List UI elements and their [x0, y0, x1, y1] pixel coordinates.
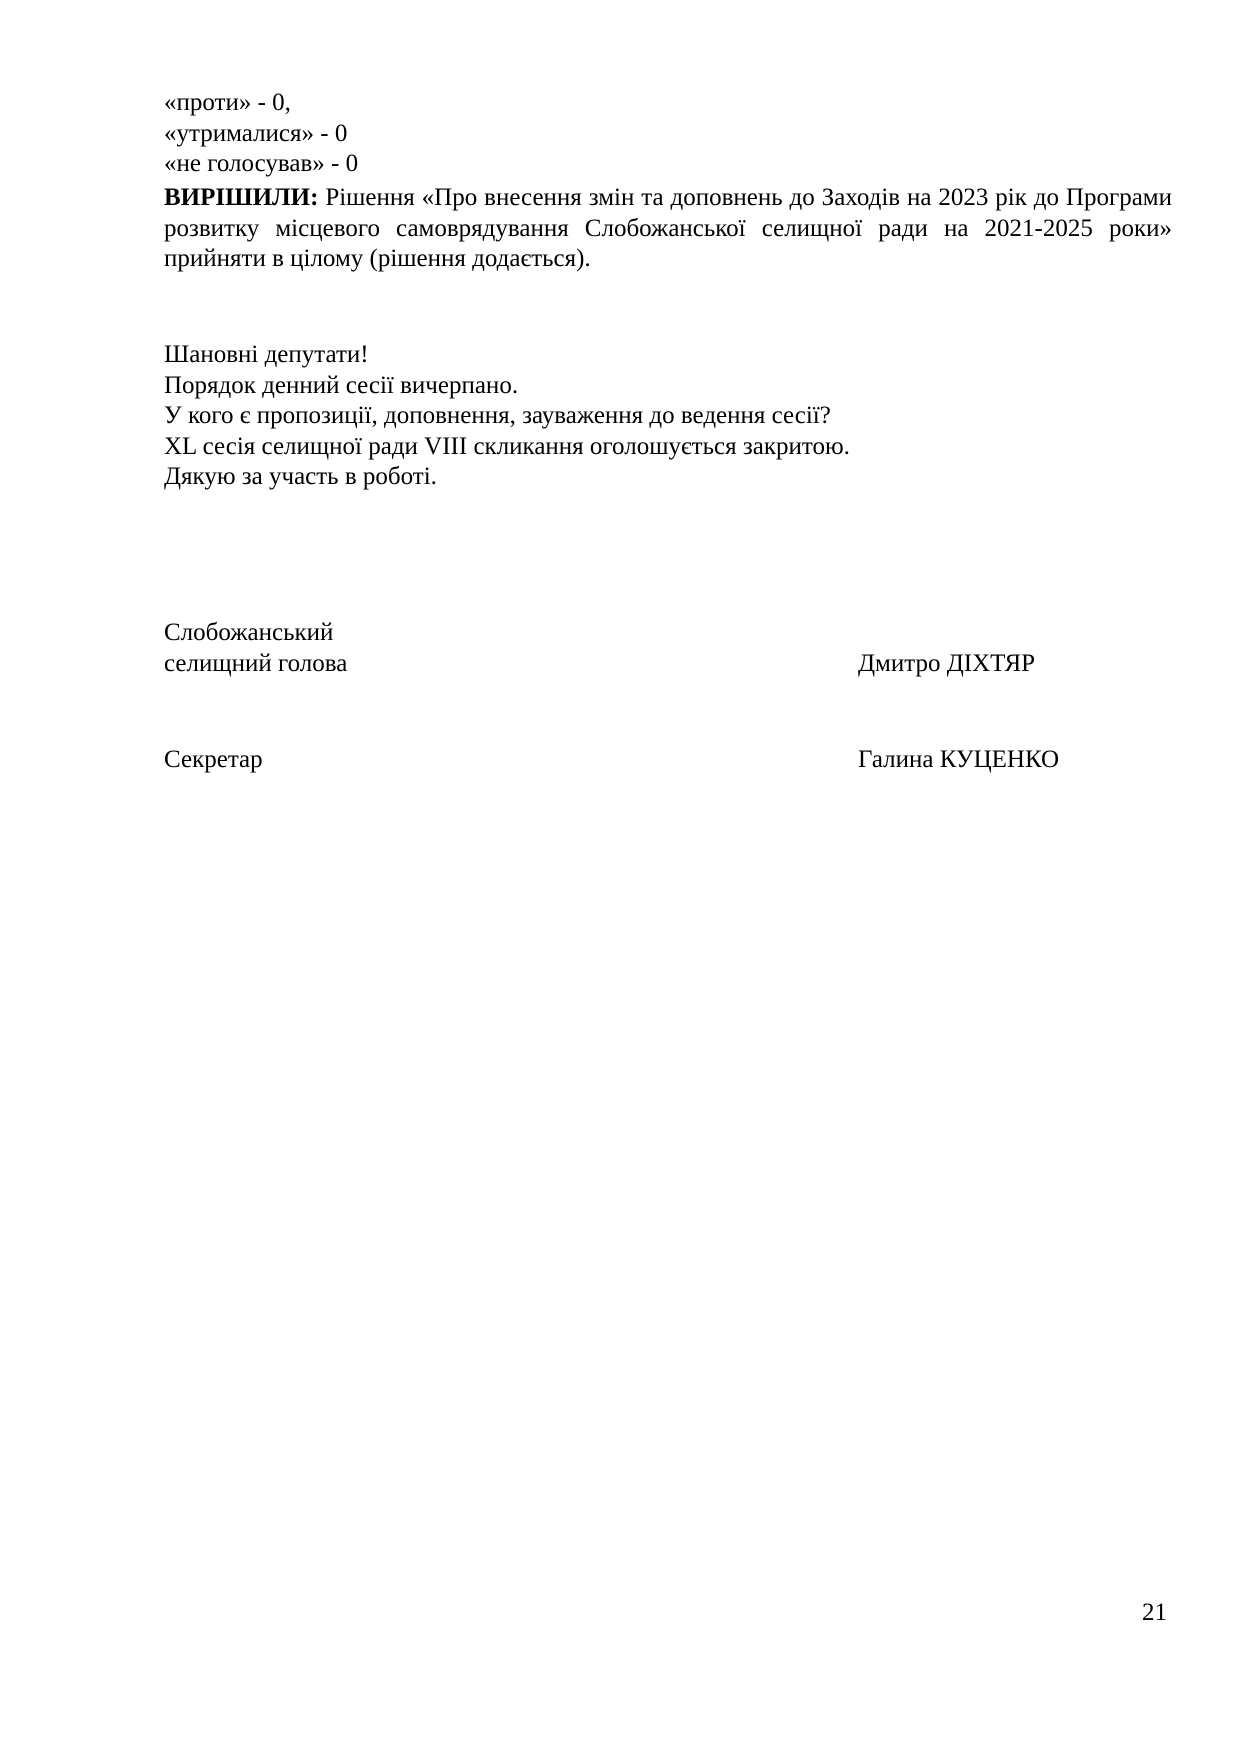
- closing-line-1: Шановні депутати!: [164, 341, 369, 368]
- closing-line-3: У кого є пропозиції, доповнення, зауваження до ведення сесії?: [164, 402, 831, 429]
- head-name: Дмитро ДІХТЯР: [858, 650, 1036, 677]
- closing-line-4: XL сесія селищної ради VIII скликання оголошується закритою.: [164, 432, 850, 460]
- decision-paragraph: [164, 183, 1172, 275]
- vote-abstained: «утрималися» - 0: [164, 119, 348, 147]
- head-title-line-1: Слобожанський: [164, 619, 334, 646]
- closing-line-5: Дякую за участь в роботі.: [164, 463, 437, 490]
- page-number: 21: [1142, 1599, 1167, 1626]
- decision-text: Рішення «Про внесення змін та доповнень до Заходів на 2023 рік до Програми розвитку місцевого самоврядування Слобожанської селищної ради на 2021-2025 роки» прийняти в цілому (рішення додається).: [164, 184, 1172, 272]
- vote-against: «проти» - 0,: [164, 89, 291, 116]
- secretary-name: Галина КУЦЕНКО: [858, 746, 1060, 773]
- head-title-line-2: селищний голова: [164, 650, 348, 677]
- secretary-title: Секретар: [164, 746, 263, 773]
- closing-remarks: [164, 340, 1164, 493]
- decision-label: ВИРІШИЛИ:: [164, 184, 319, 211]
- closing-line-2: Порядок денний сесії вичерпано.: [164, 371, 519, 399]
- vote-results: [164, 88, 1164, 180]
- vote-not-voted: «не голосував» - 0: [164, 150, 359, 177]
